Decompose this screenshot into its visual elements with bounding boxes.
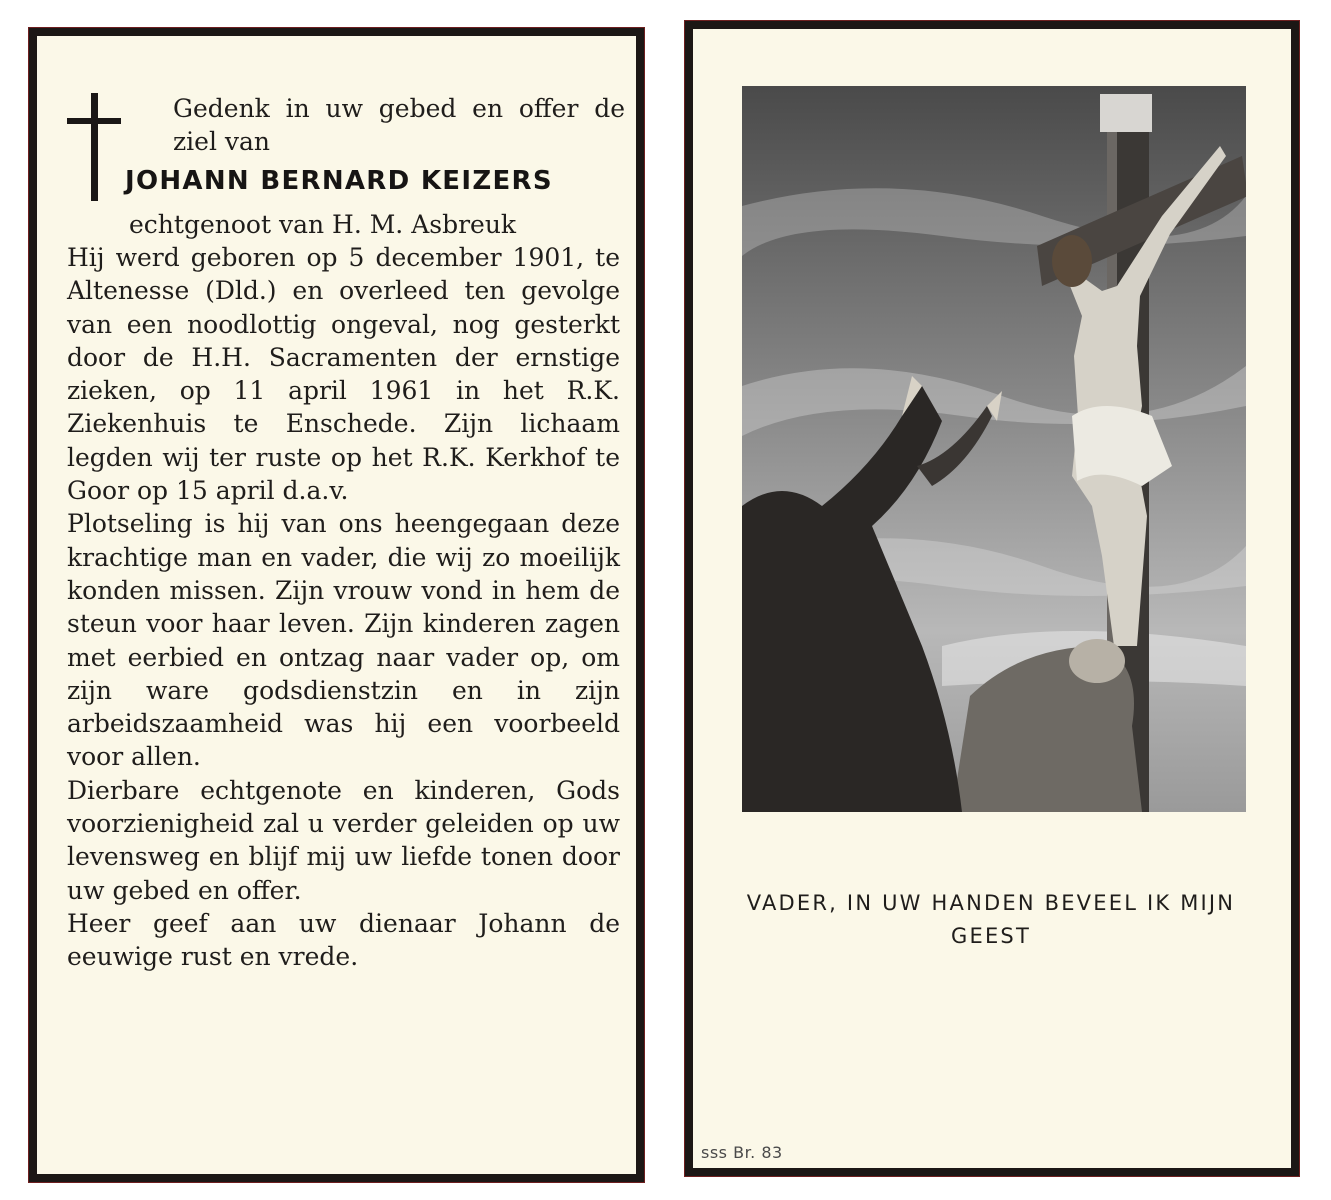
intro-text: Gedenk in uw gebed en offer de ziel van <box>173 94 625 156</box>
spouse-line: echtgenoot van H. M. Asbreuk <box>129 210 517 239</box>
tribute-paragraph: Plotseling is hij van ons heengegaan deze krachtige man en vader, die wij zo moeilijk konden missen. Zijn vrouw vond in hem de steun voor haar leven. Zijn kinderen zagen met eerbied en ontzag naar vader op, om zijn ware godsdienstzin en in zijn arbeidszaamheid was hij een voorbeeld voor allen. <box>67 509 620 772</box>
memorial-card-text-side <box>29 28 644 1182</box>
obituary-body <box>67 241 620 974</box>
closing-prayer: Heer geef aan uw dienaar Johann de eeuwige rust en vrede. <box>67 908 620 972</box>
deceased-name: JOHANN BERNARD KEIZERS <box>125 166 553 196</box>
crucifixion-illustration <box>742 86 1246 812</box>
cross-icon <box>67 93 121 201</box>
publisher-code: sss Br. 83 <box>701 1143 783 1162</box>
consolation-paragraph: Dierbare echtgenote en kinderen, Gods voorzienigheid zal u verder geleiden op uw levensweg en blijf mij uw liefde tonen door uw gebed en offer. <box>67 775 620 905</box>
prayer-caption: VADER, IN UW HANDEN BEVEEL IK MIJN GEEST <box>746 891 1236 948</box>
biography-paragraph: Hij werd geboren op 5 december 1901, te Altenesse (Dld.) en overleed ten gevolge van een noodlottig ongeval, nog gesterkt door de H.H. Sacramenten der ernstige zieken, op 11 april 1961 in het R.K. Ziekenhuis te Enschede. Zijn lichaam legden wij ter ruste op het R.K. Kerkhof te Goor op 15 april d.a.v. <box>67 243 620 506</box>
memorial-card-image-side <box>685 21 1299 1176</box>
